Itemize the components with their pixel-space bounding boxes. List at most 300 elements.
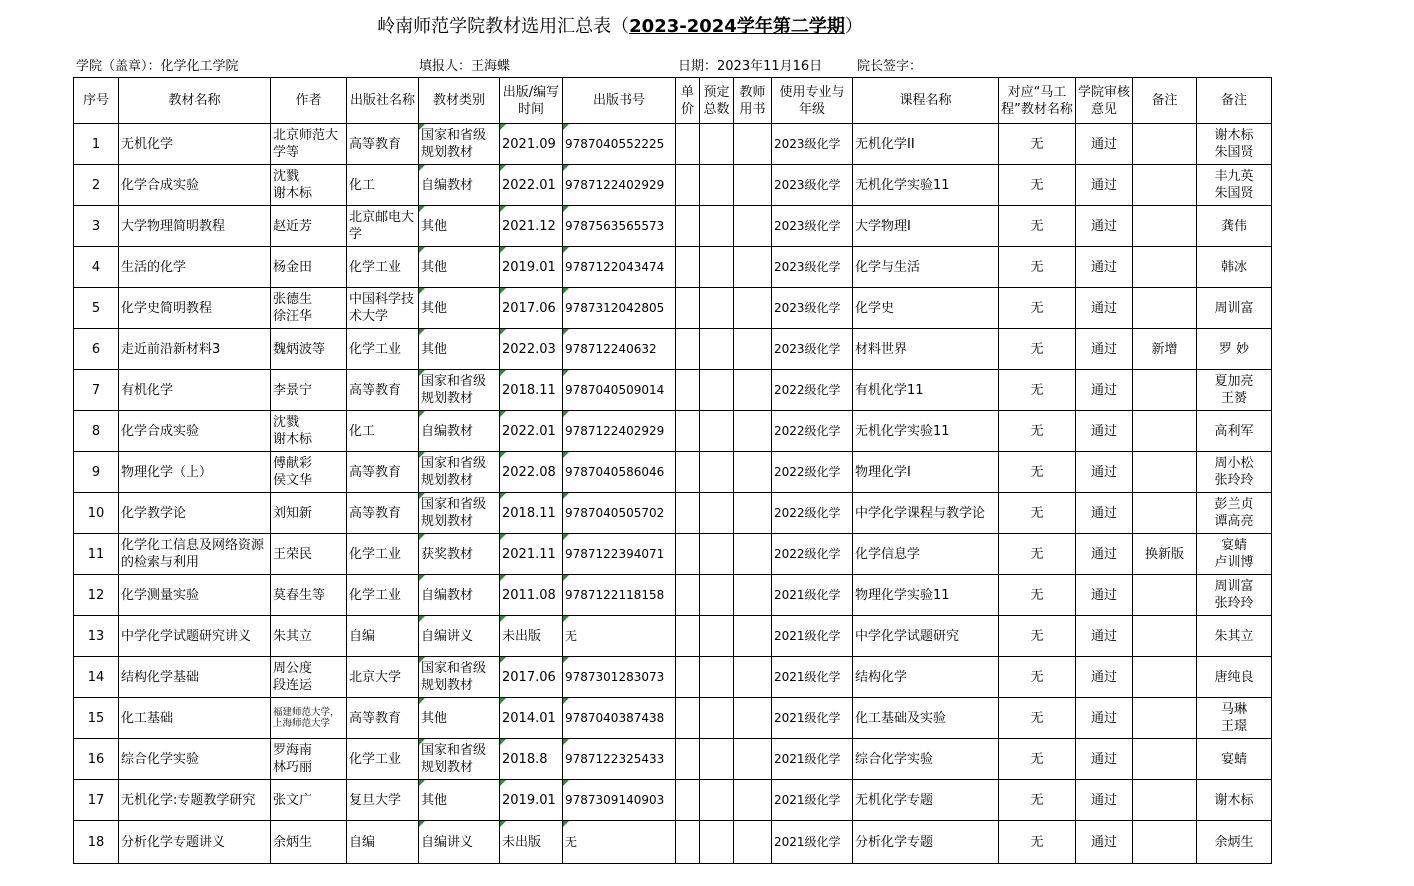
cell-course: 化学与生活 xyxy=(853,247,999,288)
column-header: 备注 xyxy=(1133,78,1197,124)
cell-author: 朱其立 xyxy=(271,616,347,657)
cell-no: 11 xyxy=(74,534,119,575)
cell-date: 2022.01 xyxy=(500,165,563,206)
cell-isbn: 9787040552225 xyxy=(563,124,676,165)
cell-category: 自编讲义 xyxy=(419,616,500,657)
cell-teacher xyxy=(734,370,772,411)
title-term: 2023-2024学年第二学期 xyxy=(629,16,845,37)
cell-note1 xyxy=(1133,370,1197,411)
cell-major: 2022级化学 xyxy=(772,370,853,411)
column-header: 作者 xyxy=(271,78,347,124)
cell-category: 其他 xyxy=(419,288,500,329)
cell-price xyxy=(676,124,700,165)
cell-date: 2018.11 xyxy=(500,493,563,534)
cell-teacher xyxy=(734,657,772,698)
cell-total xyxy=(700,329,734,370)
cell-total xyxy=(700,411,734,452)
cell-course: 物理化学实验11 xyxy=(853,575,999,616)
cell-note2: 高利军 xyxy=(1197,411,1272,452)
table-row xyxy=(74,165,1272,206)
cell-note1 xyxy=(1133,452,1197,493)
cell-review: 通过 xyxy=(1076,411,1133,452)
cell-review: 通过 xyxy=(1076,534,1133,575)
cell-category: 其他 xyxy=(419,329,500,370)
cell-publisher: 化工 xyxy=(347,411,419,452)
table-row xyxy=(74,616,1272,657)
cell-isbn: 9787563565573 xyxy=(563,206,676,247)
cell-course: 有机化学11 xyxy=(853,370,999,411)
cell-review: 通过 xyxy=(1076,493,1133,534)
cell-course: 大学物理Ⅰ xyxy=(853,206,999,247)
textbook-table xyxy=(73,77,1272,864)
cell-teacher xyxy=(734,124,772,165)
title-prefix: 岭南师范学院教材选用汇总表（ xyxy=(377,16,630,37)
cell-no: 4 xyxy=(74,247,119,288)
column-header: 预定总数 xyxy=(700,78,734,124)
cell-note2: 周训富 张玲玲 xyxy=(1197,575,1272,616)
cell-teacher xyxy=(734,616,772,657)
cell-date: 2011.08 xyxy=(500,575,563,616)
cell-mgc: 无 xyxy=(999,657,1076,698)
cell-name: 物理化学（上） xyxy=(119,452,271,493)
cell-price xyxy=(676,452,700,493)
cell-category: 其他 xyxy=(419,780,500,821)
cell-isbn: 9787040509014 xyxy=(563,370,676,411)
cell-no: 3 xyxy=(74,206,119,247)
cell-review: 通过 xyxy=(1076,780,1133,821)
cell-note1 xyxy=(1133,739,1197,780)
cell-total xyxy=(700,370,734,411)
cell-no: 16 xyxy=(74,739,119,780)
cell-date: 未出版 xyxy=(500,616,563,657)
table-header-row xyxy=(74,78,1272,124)
title-suffix: ） xyxy=(844,16,863,37)
cell-date: 2019.01 xyxy=(500,780,563,821)
cell-category: 国家和省级规划教材 xyxy=(419,452,500,493)
cell-author: 李景宁 xyxy=(271,370,347,411)
cell-teacher xyxy=(734,780,772,821)
cell-author: 赵近芳 xyxy=(271,206,347,247)
cell-major: 2023级化学 xyxy=(772,124,853,165)
cell-category: 国家和省级规划教材 xyxy=(419,493,500,534)
cell-review: 通过 xyxy=(1076,288,1133,329)
cell-name: 分析化学专题讲义 xyxy=(119,821,271,864)
cell-isbn: 9787122043474 xyxy=(563,247,676,288)
cell-price xyxy=(676,411,700,452)
cell-price xyxy=(676,616,700,657)
cell-mgc: 无 xyxy=(999,534,1076,575)
cell-review: 通过 xyxy=(1076,698,1133,739)
cell-name: 化工基础 xyxy=(119,698,271,739)
table-row xyxy=(74,370,1272,411)
cell-name: 走近前沿新材料3 xyxy=(119,329,271,370)
cell-course: 无机化学II xyxy=(853,124,999,165)
cell-mgc: 无 xyxy=(999,411,1076,452)
cell-publisher: 北京邮电大学 xyxy=(347,206,419,247)
cell-no: 2 xyxy=(74,165,119,206)
cell-price xyxy=(676,288,700,329)
column-header: 学院审核意见 xyxy=(1076,78,1133,124)
cell-category: 自编教材 xyxy=(419,411,500,452)
table-row xyxy=(74,329,1272,370)
cell-isbn: 9787309140903 xyxy=(563,780,676,821)
cell-isbn: 9787040387438 xyxy=(563,698,676,739)
dean-signature-label: 院长签字： xyxy=(857,59,923,74)
cell-author: 沈戮 谢木标 xyxy=(271,411,347,452)
column-header: 出版社名称 xyxy=(347,78,419,124)
cell-name: 化学化工信息及网络资源的检索与利用 xyxy=(119,534,271,575)
cell-no: 5 xyxy=(74,288,119,329)
cell-course: 化工基础及实验 xyxy=(853,698,999,739)
cell-price xyxy=(676,780,700,821)
cell-price xyxy=(676,370,700,411)
cell-author: 沈戮 谢木标 xyxy=(271,165,347,206)
table-row xyxy=(74,452,1272,493)
cell-review: 通过 xyxy=(1076,575,1133,616)
cell-date: 2021.09 xyxy=(500,124,563,165)
cell-publisher: 化学工业 xyxy=(347,739,419,780)
column-header: 出版/编写时间 xyxy=(500,78,563,124)
cell-no: 7 xyxy=(74,370,119,411)
cell-author: 魏炳波等 xyxy=(271,329,347,370)
cell-teacher xyxy=(734,698,772,739)
cell-price xyxy=(676,534,700,575)
cell-major: 2022级化学 xyxy=(772,534,853,575)
cell-note1 xyxy=(1133,288,1197,329)
cell-isbn: 9787122402929 xyxy=(563,165,676,206)
cell-teacher xyxy=(734,247,772,288)
cell-course: 化学信息学 xyxy=(853,534,999,575)
table-row xyxy=(74,247,1272,288)
cell-date: 2021.12 xyxy=(500,206,563,247)
cell-no: 6 xyxy=(74,329,119,370)
cell-note2: 谢木标 xyxy=(1197,780,1272,821)
cell-teacher xyxy=(734,534,772,575)
table-row xyxy=(74,411,1272,452)
cell-mgc: 无 xyxy=(999,452,1076,493)
cell-mgc: 无 xyxy=(999,821,1076,864)
cell-isbn: 9787122394071 xyxy=(563,534,676,575)
cell-price xyxy=(676,698,700,739)
cell-course: 材料世界 xyxy=(853,329,999,370)
cell-teacher xyxy=(734,739,772,780)
cell-name: 有机化学 xyxy=(119,370,271,411)
cell-mgc: 无 xyxy=(999,493,1076,534)
cell-teacher xyxy=(734,329,772,370)
cell-category: 自编教材 xyxy=(419,165,500,206)
cell-isbn: 无 xyxy=(563,616,676,657)
cell-no: 13 xyxy=(74,616,119,657)
cell-major: 2021级化学 xyxy=(772,821,853,864)
table-row xyxy=(74,739,1272,780)
cell-note2: 余炳生 xyxy=(1197,821,1272,864)
cell-note2: 夏加亮 王赟 xyxy=(1197,370,1272,411)
cell-total xyxy=(700,780,734,821)
cell-note1: 新增 xyxy=(1133,329,1197,370)
cell-review: 通过 xyxy=(1076,247,1133,288)
cell-no: 15 xyxy=(74,698,119,739)
cell-price xyxy=(676,206,700,247)
cell-date: 2022.03 xyxy=(500,329,563,370)
cell-major: 2021级化学 xyxy=(772,616,853,657)
cell-course: 结构化学 xyxy=(853,657,999,698)
column-header: 对应“马工程”教材名称 xyxy=(999,78,1076,124)
cell-author: 莫春生等 xyxy=(271,575,347,616)
cell-mgc: 无 xyxy=(999,575,1076,616)
cell-teacher xyxy=(734,288,772,329)
cell-total xyxy=(700,739,734,780)
table-row xyxy=(74,575,1272,616)
cell-major: 2023级化学 xyxy=(772,288,853,329)
cell-note2: 周小松 张玲玲 xyxy=(1197,452,1272,493)
cell-name: 无机化学:专题教学研究 xyxy=(119,780,271,821)
cell-name: 结构化学基础 xyxy=(119,657,271,698)
cell-review: 通过 xyxy=(1076,329,1133,370)
reporter-label: 填报人：王海蝶 xyxy=(419,59,511,74)
cell-date: 2017.06 xyxy=(500,288,563,329)
cell-note1 xyxy=(1133,247,1197,288)
cell-major: 2021级化学 xyxy=(772,657,853,698)
cell-course: 综合化学实验 xyxy=(853,739,999,780)
cell-note2: 宴蜻 卢训博 xyxy=(1197,534,1272,575)
cell-name: 化学教学论 xyxy=(119,493,271,534)
cell-publisher: 北京大学 xyxy=(347,657,419,698)
cell-price xyxy=(676,247,700,288)
column-header: 序号 xyxy=(74,78,119,124)
cell-mgc: 无 xyxy=(999,329,1076,370)
cell-no: 17 xyxy=(74,780,119,821)
cell-publisher: 化学工业 xyxy=(347,534,419,575)
cell-isbn: 9787301283073 xyxy=(563,657,676,698)
cell-review: 通过 xyxy=(1076,616,1133,657)
cell-author: 傅献彩 侯文华 xyxy=(271,452,347,493)
cell-review: 通过 xyxy=(1076,657,1133,698)
cell-date: 2022.08 xyxy=(500,452,563,493)
date-label: 日期：2023年11月16日 xyxy=(678,59,823,74)
cell-total xyxy=(700,575,734,616)
cell-category: 国家和省级规划教材 xyxy=(419,657,500,698)
cell-publisher: 高等教育 xyxy=(347,124,419,165)
cell-name: 中学化学试题研究讲义 xyxy=(119,616,271,657)
cell-total xyxy=(700,821,734,864)
cell-author: 刘知新 xyxy=(271,493,347,534)
cell-publisher: 高等教育 xyxy=(347,698,419,739)
cell-price xyxy=(676,821,700,864)
cell-note1 xyxy=(1133,821,1197,864)
table-row xyxy=(74,206,1272,247)
cell-teacher xyxy=(734,821,772,864)
cell-note2: 唐纯良 xyxy=(1197,657,1272,698)
cell-major: 2023级化学 xyxy=(772,165,853,206)
cell-date: 2017.06 xyxy=(500,657,563,698)
cell-note2: 谢木标 朱国贤 xyxy=(1197,124,1272,165)
cell-category: 国家和省级规划教材 xyxy=(419,124,500,165)
cell-publisher: 自编 xyxy=(347,616,419,657)
cell-total xyxy=(700,616,734,657)
cell-course: 中学化学试题研究 xyxy=(853,616,999,657)
cell-note2: 龚伟 xyxy=(1197,206,1272,247)
cell-author: 福建师范大学，上海师范大学 xyxy=(271,698,347,739)
cell-isbn: 9787312042805 xyxy=(563,288,676,329)
cell-major: 2022级化学 xyxy=(772,411,853,452)
cell-mgc: 无 xyxy=(999,165,1076,206)
cell-no: 14 xyxy=(74,657,119,698)
cell-author: 余炳生 xyxy=(271,821,347,864)
cell-review: 通过 xyxy=(1076,821,1133,864)
cell-course: 物理化学I xyxy=(853,452,999,493)
cell-total xyxy=(700,452,734,493)
cell-no: 1 xyxy=(74,124,119,165)
cell-publisher: 化学工业 xyxy=(347,247,419,288)
cell-note1 xyxy=(1133,780,1197,821)
cell-price xyxy=(676,575,700,616)
column-header: 备注 xyxy=(1197,78,1272,124)
cell-teacher xyxy=(734,165,772,206)
cell-total xyxy=(700,657,734,698)
cell-isbn: 无 xyxy=(563,821,676,864)
cell-mgc: 无 xyxy=(999,206,1076,247)
cell-major: 2021级化学 xyxy=(772,780,853,821)
cell-review: 通过 xyxy=(1076,739,1133,780)
cell-total xyxy=(700,698,734,739)
cell-teacher xyxy=(734,452,772,493)
cell-review: 通过 xyxy=(1076,206,1133,247)
cell-no: 8 xyxy=(74,411,119,452)
cell-course: 化学史 xyxy=(853,288,999,329)
cell-publisher: 自编 xyxy=(347,821,419,864)
cell-total xyxy=(700,247,734,288)
cell-isbn: 9787040586046 xyxy=(563,452,676,493)
cell-category: 其他 xyxy=(419,247,500,288)
cell-note2: 宴蜻 xyxy=(1197,739,1272,780)
cell-teacher xyxy=(734,493,772,534)
cell-category: 国家和省级规划教材 xyxy=(419,739,500,780)
page-title xyxy=(0,12,1200,38)
cell-isbn: 9787122325433 xyxy=(563,739,676,780)
cell-mgc: 无 xyxy=(999,780,1076,821)
cell-total xyxy=(700,493,734,534)
cell-total xyxy=(700,165,734,206)
cell-major: 2022级化学 xyxy=(772,493,853,534)
column-header: 教材名称 xyxy=(119,78,271,124)
cell-author: 罗海南 林巧丽 xyxy=(271,739,347,780)
cell-publisher: 化工 xyxy=(347,165,419,206)
cell-publisher: 化学工业 xyxy=(347,329,419,370)
cell-author: 张德生 徐汪华 xyxy=(271,288,347,329)
cell-mgc: 无 xyxy=(999,739,1076,780)
cell-price xyxy=(676,493,700,534)
cell-note1 xyxy=(1133,698,1197,739)
cell-price xyxy=(676,329,700,370)
cell-note1 xyxy=(1133,165,1197,206)
cell-no: 12 xyxy=(74,575,119,616)
cell-note2: 罗 妙 xyxy=(1197,329,1272,370)
cell-publisher: 高等教育 xyxy=(347,370,419,411)
cell-mgc: 无 xyxy=(999,124,1076,165)
cell-review: 通过 xyxy=(1076,124,1133,165)
cell-date: 2022.01 xyxy=(500,411,563,452)
cell-major: 2023级化学 xyxy=(772,247,853,288)
table-row xyxy=(74,493,1272,534)
table-row xyxy=(74,698,1272,739)
cell-mgc: 无 xyxy=(999,698,1076,739)
table-row xyxy=(74,821,1272,864)
cell-price xyxy=(676,657,700,698)
cell-date: 2019.01 xyxy=(500,247,563,288)
cell-major: 2023级化学 xyxy=(772,329,853,370)
cell-major: 2021级化学 xyxy=(772,698,853,739)
cell-isbn: 9787122402929 xyxy=(563,411,676,452)
cell-review: 通过 xyxy=(1076,165,1133,206)
cell-publisher: 复旦大学 xyxy=(347,780,419,821)
cell-name: 无机化学 xyxy=(119,124,271,165)
cell-course: 中学化学课程与教学论 xyxy=(853,493,999,534)
cell-major: 2021级化学 xyxy=(772,575,853,616)
cell-category: 获奖教材 xyxy=(419,534,500,575)
cell-category: 其他 xyxy=(419,206,500,247)
cell-course: 无机化学专题 xyxy=(853,780,999,821)
cell-date: 2018.11 xyxy=(500,370,563,411)
column-header: 教师用书 xyxy=(734,78,772,124)
table-row xyxy=(74,124,1272,165)
cell-no: 9 xyxy=(74,452,119,493)
cell-isbn: 9787122118158 xyxy=(563,575,676,616)
table-row xyxy=(74,288,1272,329)
cell-publisher: 高等教育 xyxy=(347,452,419,493)
cell-price xyxy=(676,739,700,780)
cell-note1 xyxy=(1133,616,1197,657)
cell-author: 王荣民 xyxy=(271,534,347,575)
cell-name: 化学合成实验 xyxy=(119,411,271,452)
cell-note2: 韩冰 xyxy=(1197,247,1272,288)
table-row xyxy=(74,534,1272,575)
column-header: 单价 xyxy=(676,78,700,124)
cell-major: 2023级化学 xyxy=(772,206,853,247)
cell-note2: 丰九英 朱国贤 xyxy=(1197,165,1272,206)
cell-isbn: 9787040505702 xyxy=(563,493,676,534)
cell-major: 2022级化学 xyxy=(772,452,853,493)
college-label: 学院（盖章）：化学化工学院 xyxy=(76,59,239,74)
cell-author: 北京师范大学等 xyxy=(271,124,347,165)
cell-author: 周公度 段连运 xyxy=(271,657,347,698)
cell-mgc: 无 xyxy=(999,288,1076,329)
cell-note1 xyxy=(1133,124,1197,165)
cell-note1 xyxy=(1133,657,1197,698)
cell-course: 无机化学实验11 xyxy=(853,411,999,452)
cell-category: 国家和省级规划教材 xyxy=(419,370,500,411)
column-header: 课程名称 xyxy=(853,78,999,124)
column-header: 教材类别 xyxy=(419,78,500,124)
cell-publisher: 中国科学技术大学 xyxy=(347,288,419,329)
cell-price xyxy=(676,165,700,206)
cell-teacher xyxy=(734,575,772,616)
cell-total xyxy=(700,534,734,575)
cell-category: 其他 xyxy=(419,698,500,739)
cell-course: 分析化学专题 xyxy=(853,821,999,864)
cell-name: 大学物理简明教程 xyxy=(119,206,271,247)
cell-date: 2014.01 xyxy=(500,698,563,739)
cell-publisher: 高等教育 xyxy=(347,493,419,534)
cell-author: 张文广 xyxy=(271,780,347,821)
cell-category: 自编教材 xyxy=(419,575,500,616)
column-header: 出版书号 xyxy=(563,78,676,124)
cell-note2: 朱其立 xyxy=(1197,616,1272,657)
cell-teacher xyxy=(734,411,772,452)
cell-review: 通过 xyxy=(1076,370,1133,411)
cell-date: 2021.11 xyxy=(500,534,563,575)
cell-total xyxy=(700,124,734,165)
cell-name: 综合化学实验 xyxy=(119,739,271,780)
